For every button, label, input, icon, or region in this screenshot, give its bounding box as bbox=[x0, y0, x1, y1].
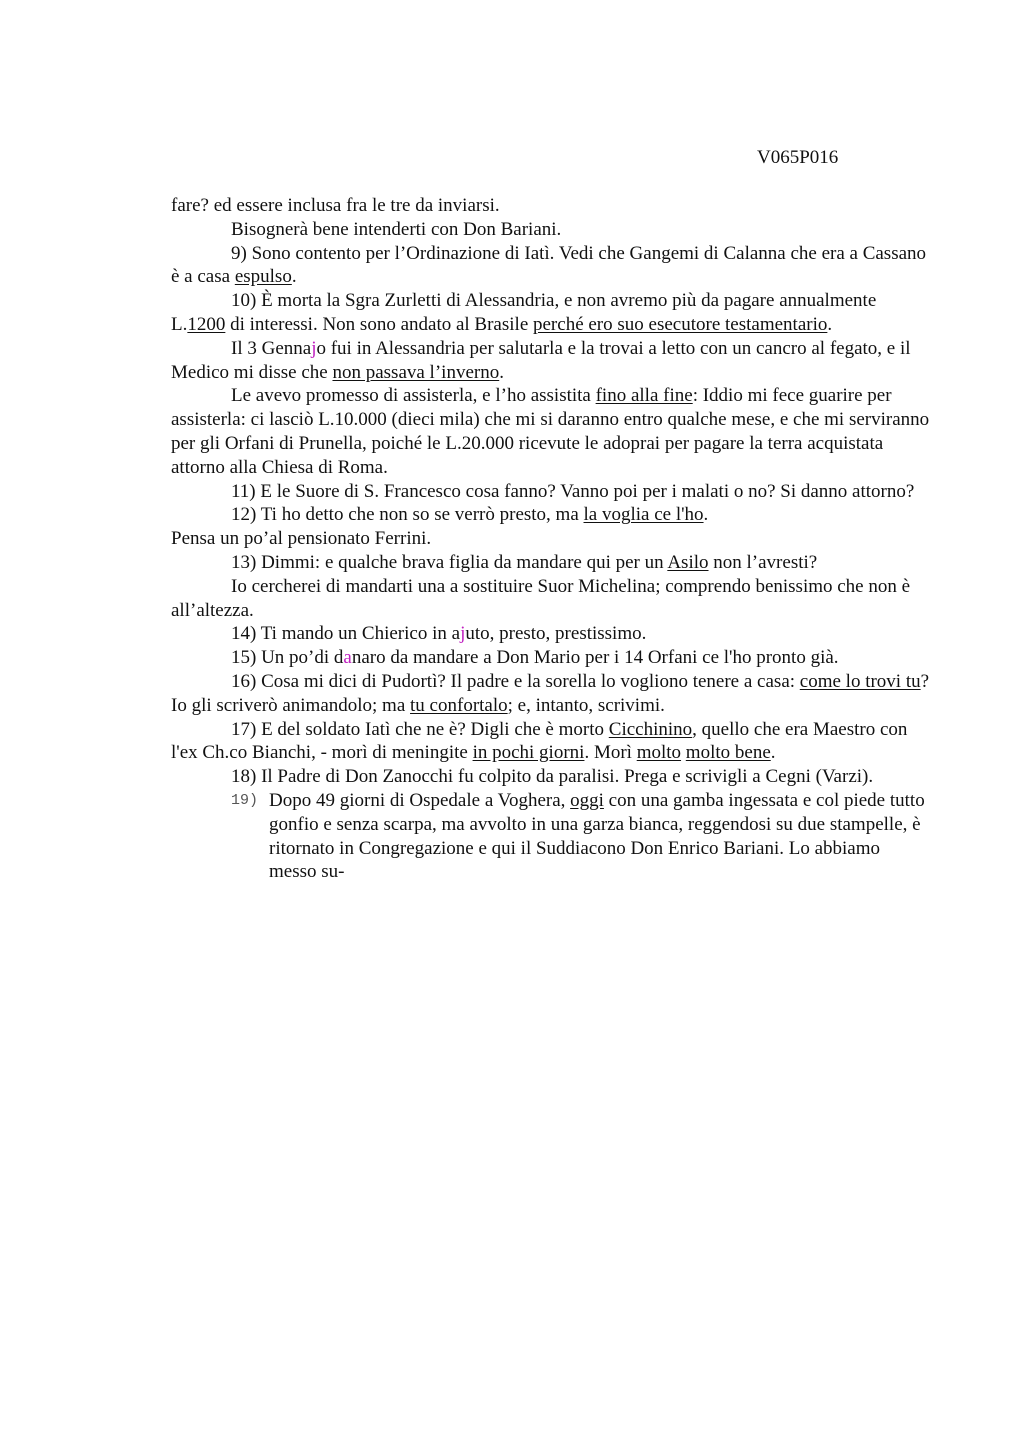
paragraph-item-19 bbox=[231, 789, 931, 884]
paragraph-bariani bbox=[171, 218, 931, 242]
text-run: Bisognerà bene intenderti con Don Bariani. bbox=[231, 218, 562, 240]
paragraph-item-15 bbox=[171, 646, 931, 670]
text-run: non l’avresti? bbox=[708, 551, 818, 573]
text-run: Le avevo promesso di assisterla, e l’ho assistita bbox=[231, 385, 596, 407]
underlined-text: perché ero suo esecutore testamentario bbox=[533, 313, 828, 335]
text-run: Il 3 Genna bbox=[231, 337, 312, 359]
underlined-text: molto bene bbox=[685, 742, 771, 764]
text-run: 12) Ti ho detto che non so se verrò presto, ma bbox=[231, 504, 584, 526]
text-run: con una gamba ingessata e col piede tutto gonfio e senza scarpa, ma avvolto in una garza bianca, reggendosi su due stampelle, è ritornato in Congregazione e qui il Suddiacono Don Enrico Bariani. Lo abbiamo messo su- bbox=[269, 789, 925, 883]
paragraph-continuation bbox=[171, 194, 931, 218]
text-run: . bbox=[827, 313, 833, 335]
paragraph-gennaio bbox=[171, 337, 931, 385]
paragraph-item-16 bbox=[171, 670, 931, 718]
text-run: Io cercherei di mandarti una a sostituire Suor Michelina; comprendo benissimo che non è all’altezza. bbox=[171, 575, 911, 621]
underlined-text: Asilo bbox=[667, 551, 709, 573]
highlighted-letter: a bbox=[343, 647, 352, 669]
text-run: ? Io gli scriverò animandolo; ma bbox=[171, 670, 930, 716]
text-run: 10) È morta la Sgra Zurletti di Alessandria, e non avremo più da pagare annualmente L. bbox=[171, 290, 877, 335]
underlined-text: fino alla fine bbox=[595, 385, 693, 407]
text-run: 18) Il Padre di Don Zanocchi fu colpito da paralisi. Prega e scrivigli a Cegni (Varzi). bbox=[231, 766, 874, 788]
text-run: di interessi. Non sono andato al Brasile bbox=[225, 313, 533, 335]
text-run: ; e, intanto, scrivimi. bbox=[507, 694, 665, 716]
text-run: . bbox=[770, 742, 776, 764]
text-run: 13) Dimmi: e qualche brava figlia da mandare qui per un bbox=[231, 551, 668, 573]
paragraph-item-14 bbox=[171, 622, 931, 646]
paragraph-item-13 bbox=[171, 551, 931, 575]
underlined-text: tu confortalo bbox=[410, 694, 508, 716]
text-run: , quello che era Maestro con l'ex Ch.co Bianchi, - morì di meningite bbox=[171, 718, 908, 764]
text-run: 14) Ti mando un Chierico in a bbox=[231, 623, 461, 645]
text-run: Dopo 49 giorni di Ospedale a Voghera, bbox=[269, 789, 571, 811]
text-run: 17) E del soldato Iatì che ne è? Digli che è morto bbox=[231, 718, 609, 740]
text-run: naro da mandare a Don Mario per i 14 Orfani ce l'ho pronto già. bbox=[351, 647, 839, 669]
page-identifier: V065P016 bbox=[757, 147, 839, 168]
underlined-text: espulso bbox=[234, 266, 292, 288]
paragraph-ferrini bbox=[171, 527, 931, 551]
underlined-text: Cicchinino bbox=[608, 718, 693, 740]
text-run: : Iddio mi fece guarire per assisterla: ci lasciò L.10.000 (dieci mila) che mi si daranno entro qualche mese, e che mi serviranno per gli Orfani di Prunella, poiché le L.20.000 ricevute le adoprai per pagare la terra acquistata attorno alla Chiesa di Roma. bbox=[171, 385, 930, 478]
underlined-text: molto bbox=[636, 742, 682, 764]
paragraph-item-9 bbox=[171, 242, 931, 290]
text-run: . bbox=[703, 504, 709, 526]
text-run: 15) Un po’di d bbox=[231, 647, 344, 669]
paragraph-item-17 bbox=[171, 718, 931, 766]
paragraph-assisterla bbox=[171, 384, 931, 479]
text-run: 16) Cosa mi dici di Pudortì? Il padre e la sorella lo vogliono tenere a casa: bbox=[231, 670, 800, 692]
paragraph-item-12 bbox=[171, 503, 931, 527]
underlined-text: non passava l’inverno bbox=[332, 361, 500, 383]
text-run: 11) E le Suore di S. Francesco cosa fanno? Vanno poi per i malati o no? Si danno attorno? bbox=[231, 480, 915, 502]
item-body bbox=[269, 789, 931, 884]
highlighted-letter: j bbox=[311, 337, 317, 359]
paragraph-item-10 bbox=[171, 289, 931, 337]
underlined-text: la voglia ce l'ho bbox=[583, 504, 704, 526]
highlighted-letter: j bbox=[460, 623, 466, 645]
text-run: 9) Sono contento per l’Ordinazione di Iatì. Vedi che Gangemi di Calanna che era a Cassano è a casa bbox=[171, 242, 927, 288]
letter-body bbox=[171, 194, 931, 884]
text-run: Pensa un po’al pensionato Ferrini. bbox=[171, 528, 432, 550]
text-run: . bbox=[291, 266, 297, 288]
text-run: . bbox=[499, 361, 504, 383]
underlined-text: 1200 bbox=[187, 313, 226, 335]
paragraph-item-11 bbox=[171, 480, 931, 504]
item-number: 19) bbox=[231, 791, 259, 809]
text-run: fare? ed essere inclusa fra le tre da inviarsi. bbox=[171, 195, 500, 216]
paragraph-item-18 bbox=[171, 765, 931, 789]
underlined-text: in pochi giorni bbox=[472, 742, 585, 764]
text-run: o fui in Alessandria per salutarla e la trovai a letto con un cancro al fegato, e il Medico mi disse che bbox=[171, 337, 911, 383]
text-run: uto, presto, prestissimo. bbox=[465, 623, 647, 645]
underlined-text: come lo trovi tu bbox=[799, 670, 921, 692]
paragraph-michelina bbox=[171, 575, 931, 623]
underlined-text: oggi bbox=[570, 789, 604, 811]
text-run: . Morì bbox=[584, 742, 637, 764]
